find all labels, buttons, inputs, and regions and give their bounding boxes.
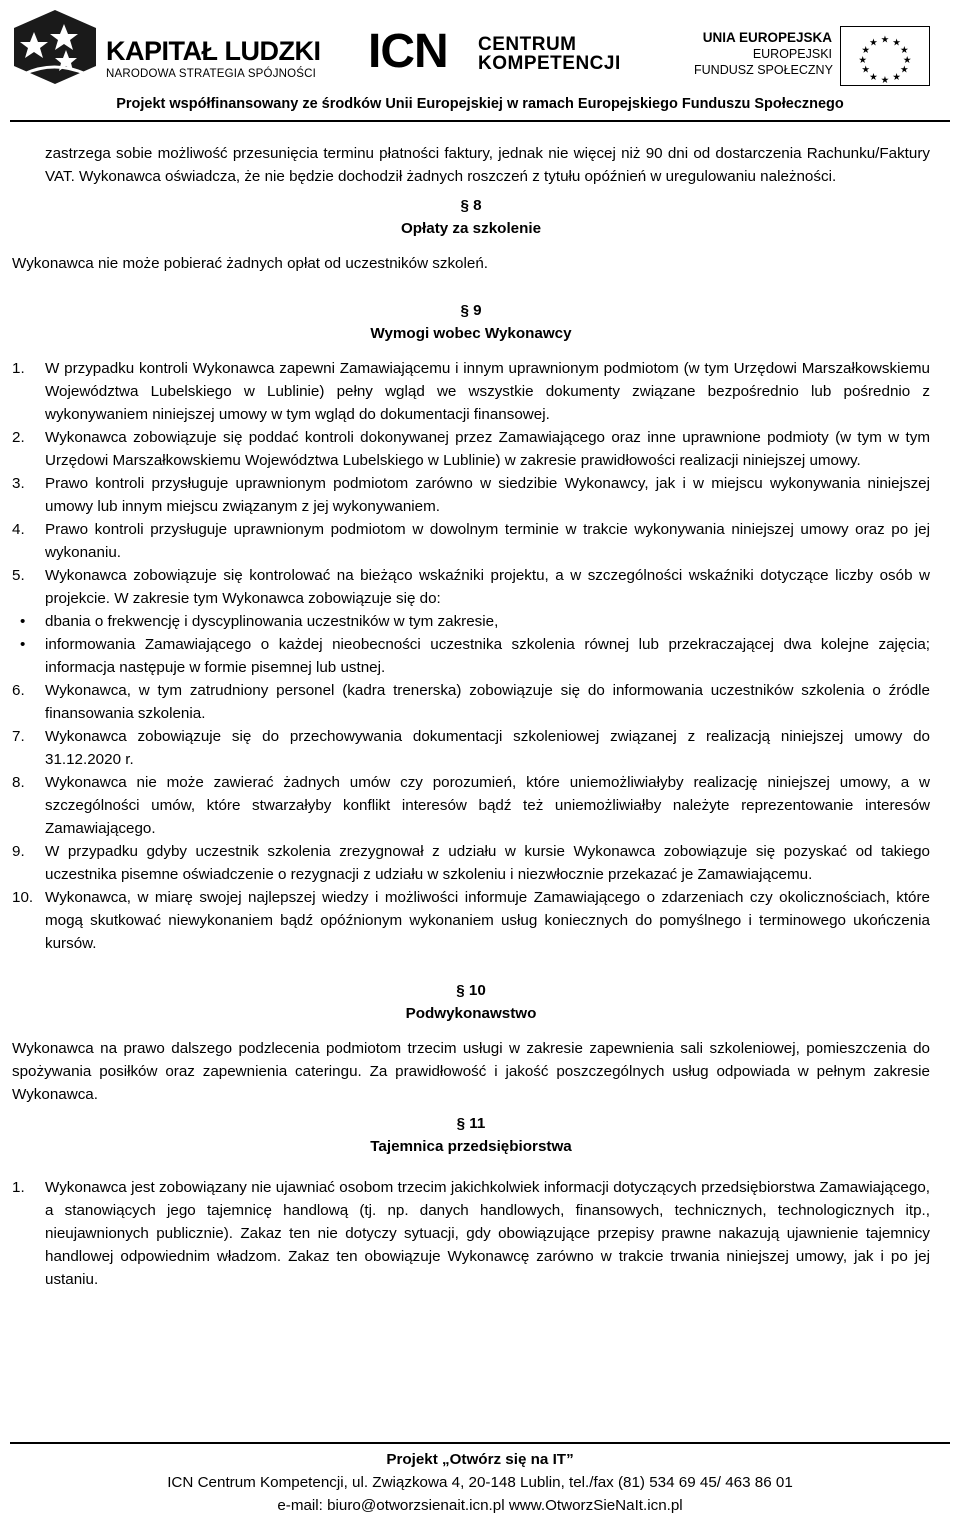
section-10-number: § 10 bbox=[456, 982, 486, 999]
footer-contact: e-mail: biuro@otworzsienait.icn.pl www.OtworzSieNaIt.icn.pl bbox=[277, 1497, 683, 1514]
svg-text:★: ★ bbox=[869, 72, 878, 84]
icn-text bbox=[478, 35, 621, 73]
section-11-number: § 11 bbox=[456, 1115, 486, 1132]
section-10-title: Podwykonawstwo bbox=[405, 1005, 537, 1022]
section-11-title: Tajemnica przedsiębiorstwa bbox=[370, 1138, 572, 1155]
item-text: W przypadku kontroli Wykonawca zapewni Zamawiającemu i innym uprawnionym podmiotom (w tym Urzędowi Marszałkowskiemu Województwa Lubelskiego w Lublinie) pełny wgląd we wszystkie dokumenty związane bezpośrednio lub pośrednio z wykonywaniem niniejszej umowy w tym wgląd do dokumentacji finansowej. bbox=[45, 360, 930, 423]
bullet-text: dbania o frekwencję i dyscyplinowania uczestników w tym zakresie, bbox=[45, 613, 499, 630]
section-9-title: Wymogi wobec Wykonawcy bbox=[370, 325, 572, 342]
section-10-text: Wykonawca na prawo dalszego podzlecenia podmiotom trzecim usługi w zakresie zapewnienia sali szkoleniowej, pomieszczenia do spożywania posiłków oraz zapewnienia cateringu. Za prawidłowość i jakość poszczególnych usług odpowiada w pełnym zakresie Wykonawca. bbox=[12, 1040, 930, 1103]
svg-text:★: ★ bbox=[902, 54, 912, 66]
header-tagline: Projekt współfinansowany ze środków Unii Europejskiej w ramach Europejskiego Funduszu Społecznego bbox=[116, 96, 844, 112]
bullet-icon: • bbox=[20, 636, 26, 653]
header-divider bbox=[10, 120, 950, 122]
list-item bbox=[12, 840, 930, 886]
item-number: 7. bbox=[12, 728, 25, 745]
kapital-ludzki-title: KAPITAŁ LUDZKI bbox=[106, 36, 321, 66]
item-text: Wykonawca nie może zawierać żadnych umów czy porozumień, które uniemożliwiałyby realizację niniejszej umowy, a w szczególności umów, które stwarzałyby konflikt interesów bądź też uniemożliwiałby należyte reprezentowanie interesów Zamawiającego. bbox=[45, 774, 930, 837]
eu-line-2: EUROPEJSKI bbox=[752, 47, 832, 61]
icn-mark: ICN bbox=[368, 25, 448, 78]
svg-text:★: ★ bbox=[899, 64, 909, 76]
kapital-ludzki-emblem-icon bbox=[14, 10, 96, 84]
item-number: 3. bbox=[12, 475, 25, 492]
list-item bbox=[12, 426, 930, 472]
icn-line-1: CENTRUM bbox=[478, 34, 577, 55]
section-8-number: § 8 bbox=[460, 197, 482, 214]
item-text: Wykonawca, w miarę swojej najlepszej wiedzy i możliwości informuje Zamawiającego o zdarzeniach czy okolicznościach, które mogą skutkować niewykonaniem bądź opóźnionym wykonaniem usług koniecznych do pomyślnego i terminowego ukończenia kursów. bbox=[45, 889, 930, 952]
svg-text:★: ★ bbox=[892, 37, 901, 49]
page-footer bbox=[0, 1448, 960, 1517]
item-text: Wykonawca zobowiązuje się poddać kontroli dokonywanej przez Zamawiającego oraz inne uprawnione podmioty (w tym w tym Urzędowi Marszałkowskiemu Województwa Lubelskiego w Lublinie) w zakresie prawidłowości realizacji niniejszej umowy. bbox=[45, 429, 930, 469]
item-number: 6. bbox=[12, 682, 25, 699]
item-text: Wykonawca, w tym zatrudniony personel (kadra trenerska) zobowiązuje się do informowania uczestników szkolenia o źródle finansowania szkolenia. bbox=[45, 682, 930, 722]
svg-text:★: ★ bbox=[899, 45, 909, 57]
footer-title: Projekt „Otwórz się na IT” bbox=[386, 1451, 574, 1468]
item-text: Wykonawca jest zobowiązany nie ujawniać osobom trzecim jakichkolwiek informacji dotyczących przedsiębiorstwa Zamawiającego, a stanowiących jego tajemnicę handlową (tj. np. danych handlowych, finansowych, technicznych, technologicznych itp., nieujawnionych publicznie). Zakaz ten nie dotyczy sytuacji, gdy obowiązujące przepisy prawne nakazują ujawnienie tajemnicy handlowej odpowiednim władzom. Zakaz ten obowiązuje Wykonawcę zarówno w trakcie trwania niniejszej umowy, jak i po jej ustaniu. bbox=[45, 1179, 930, 1288]
icn-line-2: KOMPETENCJI bbox=[478, 53, 621, 74]
icn-logo bbox=[368, 25, 668, 78]
section-9-bullet-list bbox=[12, 610, 930, 679]
item-text: Prawo kontroli przysługuje uprawnionym podmiotom w dowolnym terminie w trakcie wykonywania niniejszej umowy oraz po jej wykonaniu. bbox=[45, 521, 930, 561]
list-item bbox=[12, 472, 930, 518]
footer-divider bbox=[10, 1442, 950, 1444]
list-item bbox=[12, 679, 930, 725]
item-number: 1. bbox=[12, 1179, 25, 1196]
list-item bbox=[12, 886, 930, 955]
svg-text:★: ★ bbox=[892, 72, 901, 84]
bullet-item bbox=[12, 610, 930, 633]
list-item bbox=[12, 771, 930, 840]
list-item bbox=[12, 725, 930, 771]
item-text: W przypadku gdyby uczestnik szkolenia zrezygnował z udziału w kursie Wykonawca zobowiązuje się pozyskać od takiego uczestnika pisemne oświadczenie o rezygnacji z udziału w szkoleniu i niezwłocznie przekazać je Zamawiającemu. bbox=[45, 843, 930, 883]
item-number: 1. bbox=[12, 360, 25, 377]
section-9-number: § 9 bbox=[460, 302, 482, 319]
kapital-ludzki-subtitle: NARODOWA STRATEGIA SPÓJNOŚCI bbox=[106, 68, 317, 80]
eu-logo bbox=[694, 26, 944, 88]
bullet-icon: • bbox=[20, 613, 26, 630]
svg-text:★: ★ bbox=[861, 45, 871, 57]
bullet-item bbox=[12, 633, 930, 679]
section-9-list bbox=[12, 357, 930, 955]
eu-flag-icon bbox=[840, 26, 930, 86]
item-text: Prawo kontroli przysługuje uprawnionym podmiotom zarówno w siedzibie Wykonawcy, jak i w miejscu wykonywania niniejszej umowy lub innym miejscu związanym z jej wykonywaniem. bbox=[45, 475, 930, 515]
list-item bbox=[12, 518, 930, 564]
section-8-title: Opłaty za szkolenie bbox=[400, 220, 542, 237]
bullet-text: informowania Zamawiającego o każdej nieobecności uczestnika szkolenia równej lub przekraczającej dwa kolejne zajęcia; informacja następuje w formie pisemnej lub ustnej. bbox=[45, 636, 930, 676]
item-number: 5. bbox=[12, 567, 25, 584]
page-header bbox=[0, 0, 960, 122]
item-number: 4. bbox=[12, 521, 25, 538]
eu-line-1: UNIA EUROPEJSKA bbox=[702, 30, 832, 45]
section-8-text: Wykonawca nie może pobierać żadnych opłat od uczestników szkoleń. bbox=[12, 255, 488, 272]
item-number: 8. bbox=[12, 774, 25, 791]
svg-text:★: ★ bbox=[880, 75, 890, 86]
intro-paragraph: zastrzega sobie możliwość przesunięcia terminu płatności faktury, jednak nie więcej niż 90 dni od dostarczenia Rachunku/Faktury VAT. Wykonawca oświadcza, że nie będzie dochodził żadnych roszczeń z tytułu opóźnień w uregulowaniu należności. bbox=[45, 145, 930, 185]
section-11-list bbox=[12, 1176, 930, 1291]
item-text: Wykonawca zobowiązuje się kontrolować na bieżąco wskaźniki projektu, a w szczególności wskaźniki dotyczące liczby osób w projekcie. W zakresie tym Wykonawca zobowiązuje się do: bbox=[45, 567, 930, 607]
item-text: Wykonawca zobowiązuje się do przechowywania dokumentacji szkoleniowej związanej z realizacją niniejszej umowy do 31.12.2020 r. bbox=[45, 728, 930, 768]
footer-address: ICN Centrum Kompetencji, ul. Związkowa 4, 20-148 Lublin, tel./fax (81) 534 69 45/ 463 86 01 bbox=[167, 1474, 793, 1491]
svg-text:★: ★ bbox=[869, 37, 878, 49]
svg-text:★: ★ bbox=[880, 34, 890, 46]
svg-text:★: ★ bbox=[861, 64, 871, 76]
item-number: 2. bbox=[12, 429, 25, 446]
svg-text:★: ★ bbox=[858, 54, 868, 66]
item-number: 10. bbox=[12, 889, 34, 906]
list-item bbox=[12, 357, 930, 426]
kapital-ludzki-logo bbox=[14, 8, 334, 86]
eu-line-3: FUNDUSZ SPOŁECZNY bbox=[694, 63, 833, 77]
list-item bbox=[12, 1176, 930, 1291]
document-body bbox=[12, 142, 930, 1291]
item-number: 9. bbox=[12, 843, 25, 860]
list-item bbox=[12, 564, 930, 679]
eu-logo-text bbox=[694, 30, 832, 78]
